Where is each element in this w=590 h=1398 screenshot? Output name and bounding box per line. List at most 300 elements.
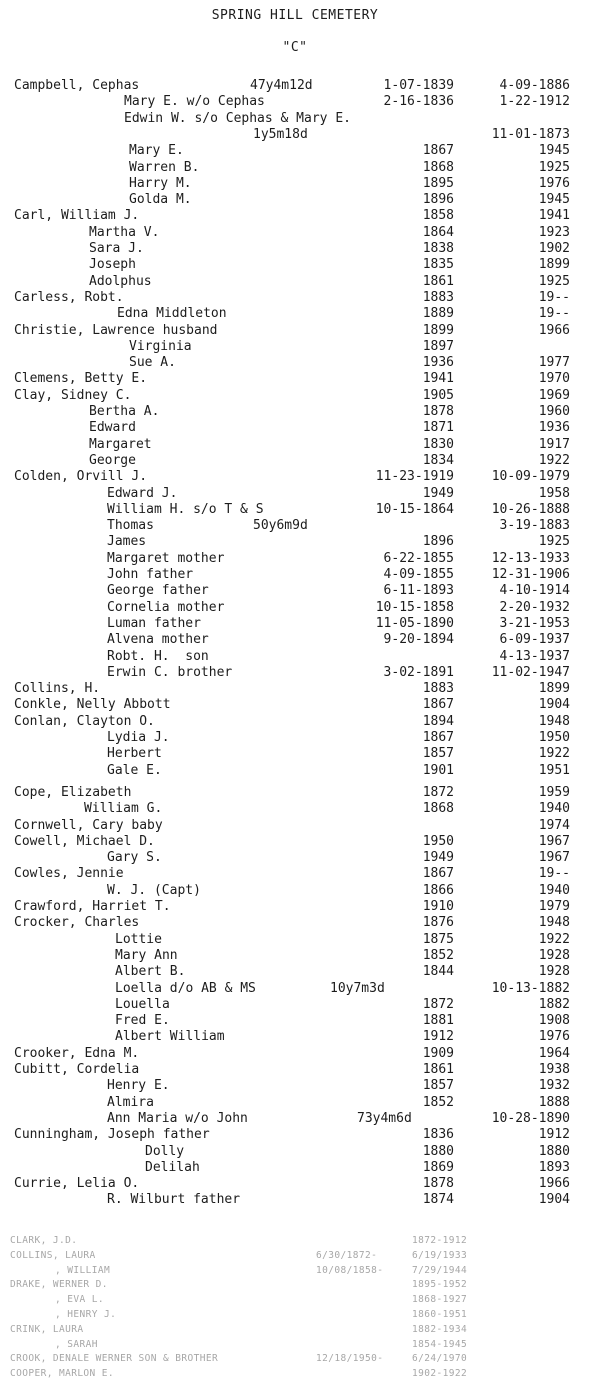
entry-row <box>0 866 590 882</box>
faint-entry-row <box>0 1264 590 1277</box>
entry-row <box>0 600 590 616</box>
entry-birth-date: 4-09-1855 <box>383 567 454 582</box>
entry-birth-date: 1864 <box>422 224 454 240</box>
document-title: SPRING HILL CEMETERY <box>211 8 379 23</box>
entry-row <box>0 763 590 779</box>
entry-name: George <box>89 452 136 468</box>
entry-death-date: 1966 <box>538 1176 570 1192</box>
entry-row <box>0 78 590 94</box>
entry-name: Cunningham, Joseph father <box>14 1127 210 1143</box>
entry-row <box>0 1160 590 1176</box>
entry-birth-date: 1830 <box>422 436 454 452</box>
entry-birth-date: 1867 <box>422 143 454 159</box>
entry-birth-date: 1867 <box>422 866 454 882</box>
entry-death-date: 19-- <box>538 289 570 305</box>
entry-row <box>0 111 590 127</box>
entry-row <box>0 616 590 632</box>
entry-name: James <box>107 534 147 550</box>
entry-name: Luman father <box>107 615 201 631</box>
entry-row <box>0 1176 590 1192</box>
faint-entry-row <box>0 1278 590 1291</box>
entry-row <box>0 371 590 387</box>
entry-death-date: 3-19-1883 <box>499 518 570 534</box>
entry-row <box>0 323 590 339</box>
entry-name: Edwin W. s/o Cephas & Mary E. <box>124 110 351 126</box>
entry-row <box>0 915 590 931</box>
faint-entry-name: DRAKE, WERNER D. <box>10 1279 108 1291</box>
faint-entry-death-date: 1854-1945 <box>412 1338 468 1350</box>
entry-birth-date: 1910 <box>422 899 454 914</box>
entry-name: Christie, Lawrence husband <box>14 322 218 338</box>
entry-death-date: 10-26-1888 <box>491 501 570 517</box>
entry-row <box>0 339 590 355</box>
entry-birth-date: 6-22-1855 <box>383 550 454 566</box>
entry-row <box>0 818 590 834</box>
faint-entry-row <box>0 1338 590 1351</box>
faint-entry-death-date: 1860-1951 <box>412 1309 468 1320</box>
entry-birth-date: 1844 <box>422 964 454 980</box>
entry-birth-date: 1852 <box>422 1094 454 1110</box>
entry-birth-date: 1869 <box>422 1159 454 1175</box>
entry-death-date: 1922 <box>538 746 570 762</box>
entry-row <box>0 665 590 681</box>
entry-birth-date: 1871 <box>422 420 454 436</box>
faint-entry-death-date: 6/24/1970 <box>412 1353 468 1365</box>
entry-name: Cope, Elizabeth <box>14 784 132 800</box>
entry-name: Sue A. <box>129 355 176 371</box>
entry-row <box>0 551 590 567</box>
entry-birth-date: 1909 <box>422 1045 454 1061</box>
faint-entry-death-date: 7/29/1944 <box>412 1264 468 1276</box>
entry-row <box>0 997 590 1013</box>
entry-row <box>0 1095 590 1111</box>
entry-birth-date: 1838 <box>422 241 454 256</box>
faint-entry-row <box>0 1367 590 1380</box>
entry-row <box>0 1127 590 1143</box>
entry-birth-date: 10-15-1864 <box>375 501 454 517</box>
faint-entry-row <box>0 1293 590 1306</box>
entry-row <box>0 518 590 534</box>
entry-death-date: 4-13-1937 <box>499 648 570 664</box>
entry-birth-date: 1875 <box>422 931 454 947</box>
entry-name: Cornelia mother <box>107 599 225 615</box>
entry-birth-date: 3-02-1891 <box>383 664 454 680</box>
entry-death-date: 1945 <box>538 192 570 208</box>
entry-death-date: 1936 <box>538 420 570 436</box>
entry-death-date: 1974 <box>538 817 570 833</box>
entry-death-date: 1940 <box>538 882 570 898</box>
entry-name: Lydia J. <box>107 730 170 745</box>
entry-birth-date: 1866 <box>422 882 454 898</box>
entry-name: Gary S. <box>107 850 162 866</box>
entry-name: Clay, Sidney C. <box>14 387 132 403</box>
entry-birth-date: 1876 <box>422 915 454 931</box>
entry-name: Edna Middleton <box>117 306 227 322</box>
faint-entry-row <box>0 1323 590 1336</box>
entry-name: Carless, Robt. <box>14 289 124 305</box>
entry-name: Mary Ann <box>115 947 178 963</box>
entry-death-date: 1928 <box>538 964 570 980</box>
entry-row <box>0 192 590 208</box>
entry-birth-date: 1878 <box>422 404 454 419</box>
entry-age: 47y4m12d <box>250 78 313 93</box>
entry-death-date: 1912 <box>538 1127 570 1143</box>
entry-row <box>0 469 590 485</box>
entry-birth-date: 1896 <box>422 534 454 550</box>
entry-birth-date: 1936 <box>422 355 454 371</box>
entry-birth-date: 1867 <box>422 697 454 713</box>
entry-name: Alvena mother <box>107 632 209 648</box>
entry-birth-date: 1861 <box>422 1062 454 1077</box>
entry-birth-date: 1857 <box>422 1078 454 1094</box>
entry-name: Crooker, Edna M. <box>14 1045 140 1061</box>
entry-death-date: 1938 <box>538 1062 570 1077</box>
entry-name: Ann Maria w/o John <box>107 1110 248 1126</box>
entry-birth-date: 1878 <box>422 1176 454 1192</box>
entry-death-date: 19-- <box>538 866 570 882</box>
faint-entry-name: CLARK, J.D. <box>10 1235 78 1246</box>
entry-name: Herbert <box>107 746 162 762</box>
entry-name: Gale E. <box>107 762 162 778</box>
entry-name: Martha V. <box>89 224 160 240</box>
entry-name: Collins, H. <box>14 681 101 697</box>
entry-row <box>0 899 590 915</box>
entry-name: Margaret <box>89 436 152 452</box>
entry-row <box>0 534 590 550</box>
entry-row <box>0 453 590 469</box>
entry-name: Loella d/o AB & MS <box>115 980 256 996</box>
entry-name: Campbell, Cephas <box>14 78 140 93</box>
entry-name: Bertha A. <box>89 404 160 419</box>
faint-entry-row <box>0 1249 590 1262</box>
entry-birth-date: 1834 <box>422 452 454 468</box>
entry-death-date: 1928 <box>538 947 570 963</box>
entry-name: Thomas <box>107 518 154 534</box>
entry-row <box>0 290 590 306</box>
entry-row <box>0 850 590 866</box>
entry-death-date: 1964 <box>538 1045 570 1061</box>
entry-name: Robt. H. son <box>107 648 209 664</box>
entry-name: William H. s/o T & S <box>107 501 264 517</box>
entry-birth-date: 1883 <box>422 289 454 305</box>
entry-death-date: 1932 <box>538 1078 570 1094</box>
entry-row <box>0 746 590 762</box>
faint-entry-row <box>0 1352 590 1365</box>
entry-birth-date: 1867 <box>422 730 454 745</box>
entry-birth-date: 1899 <box>422 322 454 338</box>
entry-death-date: 11-02-1947 <box>491 664 570 680</box>
entry-name: Margaret mother <box>107 550 225 566</box>
entry-name: Louella <box>115 996 170 1012</box>
entry-birth-date: 1949 <box>422 850 454 866</box>
faint-entry-death-date: 1882-1934 <box>412 1323 468 1335</box>
entry-birth-date: 1872 <box>422 784 454 800</box>
entry-birth-date: 1905 <box>422 387 454 403</box>
entry-name: Cornwell, Cary baby <box>14 817 163 833</box>
entry-row <box>0 1144 590 1160</box>
entry-death-date: 3-21-1953 <box>499 615 570 631</box>
entry-death-date: 12-13-1933 <box>491 550 570 566</box>
entry-name: R. Wilburt father <box>107 1192 241 1208</box>
entry-birth-date: 1894 <box>422 713 454 729</box>
entry-birth-date: 1880 <box>422 1143 454 1159</box>
entry-birth-date: 1861 <box>422 273 454 289</box>
entry-birth-date: 2-16-1836 <box>383 94 454 110</box>
entry-row <box>0 964 590 980</box>
entry-row <box>0 176 590 192</box>
entry-name: George father <box>107 583 209 599</box>
entry-death-date: 1925 <box>538 273 570 289</box>
entry-row <box>0 1013 590 1029</box>
entry-name: Currie, Lelia O. <box>14 1176 140 1192</box>
entry-death-date: 1967 <box>538 850 570 866</box>
entry-death-date: 1902 <box>538 241 570 256</box>
entry-birth-date: 1872 <box>422 996 454 1012</box>
entry-death-date: 1908 <box>538 1013 570 1029</box>
entry-row <box>0 306 590 322</box>
entry-name: Adolphus <box>89 273 152 289</box>
entry-name: Cowles, Jennie <box>14 866 124 882</box>
entry-row <box>0 649 590 665</box>
faint-entry-birth-date: 12/18/1950- <box>316 1353 384 1365</box>
entry-row <box>0 632 590 648</box>
entry-name: Warren B. <box>129 159 200 175</box>
faint-entry-name: CRINK, LAURA <box>10 1323 84 1335</box>
entry-row <box>0 437 590 453</box>
entry-row <box>0 981 590 997</box>
entry-name: Harry M. <box>129 175 192 191</box>
entry-birth-date: 1896 <box>422 192 454 208</box>
entry-name: Cubitt, Cordelia <box>14 1062 140 1077</box>
entry-row <box>0 1078 590 1094</box>
entry-row <box>0 274 590 290</box>
entry-name: Colden, Orvill J. <box>14 469 148 485</box>
faint-entry-row <box>0 1234 590 1247</box>
entry-name: Delilah <box>145 1159 200 1175</box>
entry-death-date: 1959 <box>538 784 570 800</box>
entry-death-date: 1969 <box>538 387 570 403</box>
entry-death-date: 1976 <box>538 1029 570 1045</box>
entry-name: Cowell, Michael D. <box>14 833 155 849</box>
entry-row <box>0 502 590 518</box>
entry-name: William G. <box>84 801 163 817</box>
entry-row <box>0 388 590 404</box>
entry-birth-date: 1941 <box>422 371 454 387</box>
entry-birth-date: 9-20-1894 <box>383 632 454 648</box>
faint-entry-birth-date: 6/30/1872- <box>316 1249 378 1261</box>
faint-entry-death-date: 1902-1922 <box>412 1368 468 1380</box>
entry-row <box>0 127 590 143</box>
entry-name: Edward J. <box>107 485 178 501</box>
entry-row <box>0 208 590 224</box>
entry-row <box>0 420 590 436</box>
entry-birth-date: 1-07-1839 <box>383 78 454 93</box>
entry-death-date: 1904 <box>538 1192 570 1208</box>
entry-row <box>0 241 590 257</box>
entry-birth-date: 1883 <box>422 681 454 697</box>
entry-birth-date: 1895 <box>422 175 454 191</box>
entry-row <box>0 801 590 817</box>
entry-name: W. J. (Capt) <box>107 882 201 898</box>
entry-name: Crawford, Harriet T. <box>14 899 171 914</box>
entry-name: Joseph <box>89 257 136 273</box>
entry-birth-date: 1835 <box>422 257 454 273</box>
entry-death-date: 1923 <box>538 224 570 240</box>
entry-name: Albert William <box>115 1029 225 1045</box>
entry-death-date: 1917 <box>538 436 570 452</box>
entry-death-date: 1899 <box>538 257 570 273</box>
entry-row <box>0 932 590 948</box>
entry-death-date: 1888 <box>538 1094 570 1110</box>
entry-death-date: 1882 <box>538 996 570 1012</box>
entry-death-date: 1960 <box>538 404 570 419</box>
entry-row <box>0 143 590 159</box>
entry-birth-date: 1852 <box>422 947 454 963</box>
entry-death-date: 1880 <box>538 1143 570 1159</box>
entry-row <box>0 1192 590 1208</box>
entry-name: Albert B. <box>115 964 186 980</box>
entry-name: John father <box>107 567 194 582</box>
entry-death-date: 1966 <box>538 322 570 338</box>
entry-death-date: 2-20-1932 <box>499 599 570 615</box>
entry-name: Erwin C. brother <box>107 664 233 680</box>
entry-death-date: 1948 <box>538 915 570 931</box>
entry-row <box>0 1029 590 1045</box>
entry-row <box>0 714 590 730</box>
entry-row <box>0 567 590 583</box>
entry-name: Dolly <box>145 1143 185 1159</box>
entry-death-date: 6-09-1937 <box>499 632 570 648</box>
entry-age: 1y5m18d <box>253 126 308 142</box>
entry-name: Virginia <box>129 338 192 354</box>
entry-birth-date: 1858 <box>422 208 454 224</box>
entry-row <box>0 486 590 502</box>
entry-death-date: 1925 <box>538 159 570 175</box>
entry-name: Golda M. <box>129 192 192 208</box>
entry-death-date: 1950 <box>538 730 570 745</box>
entry-name: Carl, William J. <box>14 208 140 224</box>
entry-row <box>0 883 590 899</box>
entry-row <box>0 681 590 697</box>
entry-death-date: 1958 <box>538 485 570 501</box>
entry-death-date: 10-28-1890 <box>491 1110 570 1126</box>
entry-age: 10y7m3d <box>330 980 385 996</box>
faint-entry-death-date: 1868-1927 <box>412 1294 468 1306</box>
entry-death-date: 1-22-1912 <box>499 94 570 110</box>
entry-row <box>0 1046 590 1062</box>
entry-name: Edward <box>89 420 136 436</box>
entry-row <box>0 94 590 110</box>
entry-death-date: 1951 <box>538 762 570 778</box>
entry-row <box>0 225 590 241</box>
entry-birth-date: 1897 <box>422 338 454 354</box>
faint-entry-name: , WILLIAM <box>55 1264 111 1276</box>
entry-death-date: 1967 <box>538 833 570 849</box>
entry-birth-date: 11-05-1890 <box>375 615 454 631</box>
entry-name: Almira <box>107 1094 154 1110</box>
entry-name: Conkle, Nelly Abbott <box>14 697 171 713</box>
entry-death-date: 4-09-1886 <box>499 78 570 93</box>
entry-name: Conlan, Clayton O. <box>14 713 155 729</box>
entry-death-date: 1922 <box>538 452 570 468</box>
entry-birth-date: 11-23-1919 <box>375 469 454 485</box>
entry-name: Sara J. <box>89 241 144 256</box>
entry-death-date: 11-01-1873 <box>491 126 570 142</box>
faint-entry-death-date: 1895-1952 <box>412 1279 468 1291</box>
entry-death-date: 1948 <box>538 713 570 729</box>
entry-death-date: 1922 <box>538 931 570 947</box>
entry-name: Henry E. <box>107 1078 170 1094</box>
entry-row <box>0 1062 590 1078</box>
entry-row <box>0 583 590 599</box>
entry-name: Mary E. w/o Cephas <box>124 94 265 110</box>
entry-row <box>0 160 590 176</box>
entry-row <box>0 785 590 801</box>
faint-entry-name: , EVA L. <box>55 1294 104 1306</box>
entry-death-date: 10-13-1882 <box>491 980 570 996</box>
faint-entry-death-date: 6/19/1933 <box>412 1249 468 1261</box>
entry-row <box>0 404 590 420</box>
entry-death-date: 1904 <box>538 697 570 713</box>
entry-name: Crocker, Charles <box>14 915 140 931</box>
faint-entry-name: COLLINS, LAURA <box>10 1249 96 1261</box>
entry-birth-date: 1889 <box>422 306 454 322</box>
faint-entry-row <box>0 1308 590 1321</box>
entry-row <box>0 257 590 273</box>
entry-death-date: 1977 <box>538 355 570 371</box>
entry-birth-date: 1912 <box>422 1029 454 1045</box>
entry-death-date: 1925 <box>538 534 570 550</box>
faint-entry-death-date: 1872-1912 <box>412 1235 468 1246</box>
entry-row <box>0 948 590 964</box>
entry-row <box>0 697 590 713</box>
entry-row <box>0 834 590 850</box>
entry-age: 50y6m9d <box>253 518 308 534</box>
entry-birth-date: 1836 <box>422 1127 454 1143</box>
entry-death-date: 10-09-1979 <box>491 469 570 485</box>
entry-death-date: 12-31-1906 <box>491 567 570 582</box>
entry-age: 73y4m6d <box>357 1110 412 1126</box>
entry-row <box>0 730 590 746</box>
entry-death-date: 1941 <box>538 208 570 224</box>
entry-death-date: 1945 <box>538 143 570 159</box>
entry-row <box>0 1111 590 1127</box>
entry-row <box>0 355 590 371</box>
entry-birth-date: 1881 <box>422 1013 454 1029</box>
faint-entry-name: CROOK, DENALE WERNER SON & BROTHER <box>10 1353 219 1365</box>
entry-birth-date: 1868 <box>422 801 454 817</box>
entry-death-date: 1976 <box>538 175 570 191</box>
entry-name: Lottie <box>115 931 162 947</box>
entry-birth-date: 1950 <box>422 833 454 849</box>
entry-birth-date: 1949 <box>422 485 454 501</box>
entry-birth-date: 1868 <box>422 159 454 175</box>
entry-name: Clemens, Betty E. <box>14 371 148 387</box>
entry-birth-date: 1874 <box>422 1192 454 1208</box>
entry-birth-date: 6-11-1893 <box>383 583 454 599</box>
entry-death-date: 1940 <box>538 801 570 817</box>
faint-entry-name: , HENRY J. <box>55 1309 117 1320</box>
faint-entry-name: COOPER, MARLON E. <box>10 1368 115 1380</box>
entry-name: Fred E. <box>115 1013 170 1029</box>
section-letter: "C" <box>282 40 308 55</box>
entry-birth-date: 10-15-1858 <box>375 599 454 615</box>
entry-death-date: 4-10-1914 <box>499 583 570 599</box>
entry-death-date: 1899 <box>538 681 570 697</box>
entry-birth-date: 1901 <box>422 762 454 778</box>
entry-birth-date: 1857 <box>422 746 454 762</box>
entry-death-date: 1979 <box>538 899 570 914</box>
